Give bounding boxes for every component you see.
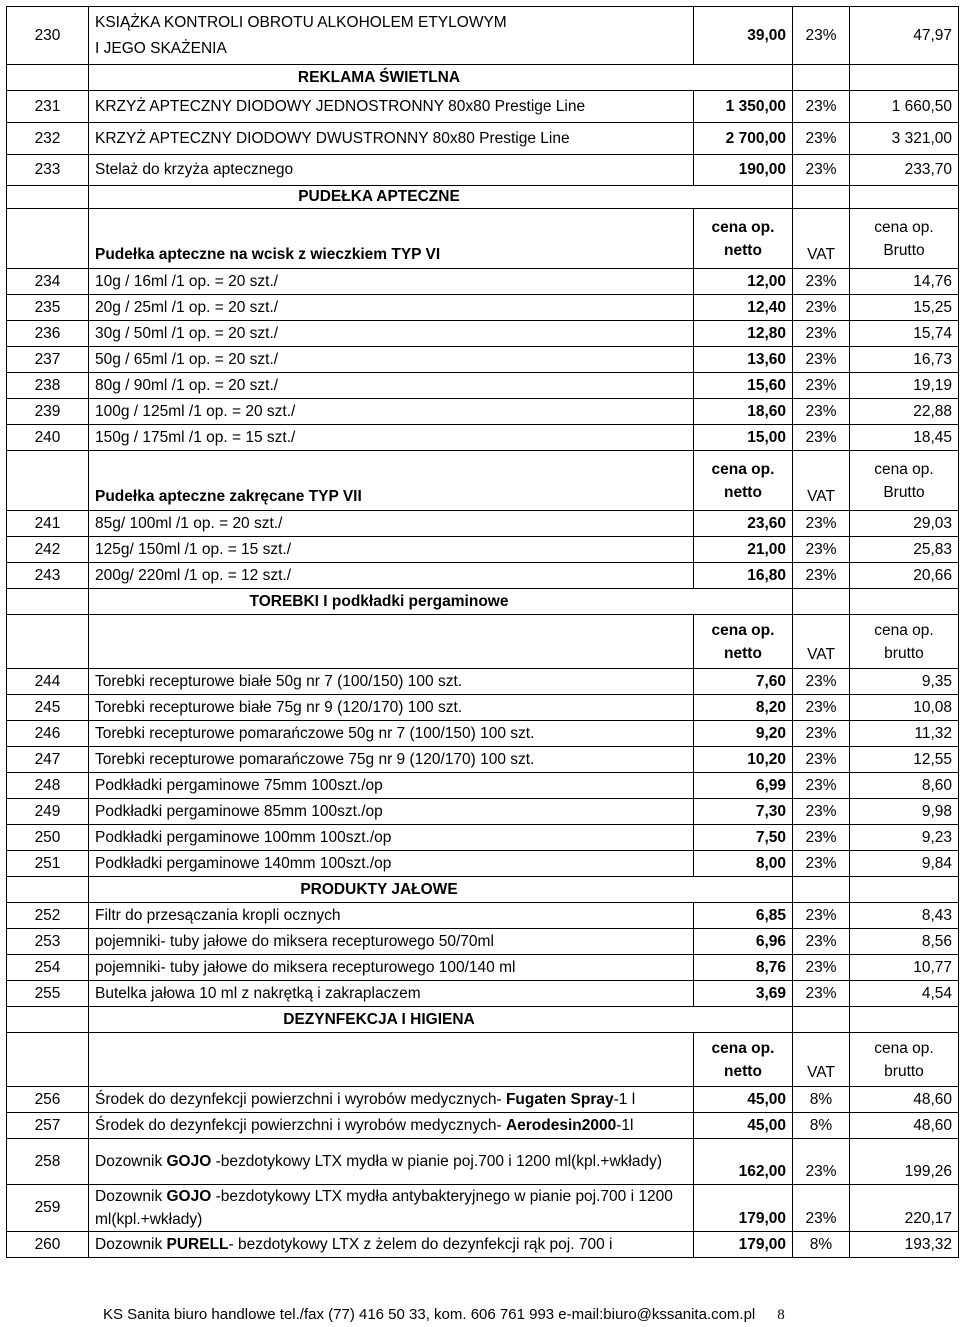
vat-rate: 23% [793,669,850,695]
table-row [7,773,959,799]
item-name: Podkładki pergaminowe 75mm 100szt./op [89,773,694,799]
gross-price: 220,17 [850,1185,959,1232]
net-price: 162,00 [694,1139,793,1185]
item-number: 234 [7,269,89,295]
item-number: 253 [7,929,89,955]
vat-rate: 23% [793,91,850,123]
vat-rate: 23% [793,825,850,851]
item-number: 239 [7,399,89,425]
group-label [89,1033,694,1087]
gross-price: 14,76 [850,269,959,295]
net-price-header: cena op. netto [694,209,793,269]
gross-price: 9,23 [850,825,959,851]
gross-price: 19,19 [850,373,959,399]
item-number: 252 [7,903,89,929]
page-footer [103,1306,785,1324]
gross-price-header: cena op. brutto [850,1033,959,1087]
item-name: Podkładki pergaminowe 85mm 100szt./op [89,799,694,825]
vat-rate: 23% [793,799,850,825]
item-name: 80g / 90ml /1 op. = 20 szt./ [89,373,694,399]
table-row [7,851,959,877]
gross-price: 15,25 [850,295,959,321]
item-name: pojemniki- tuby jałowe do miksera recepturowego 50/70ml [89,929,694,955]
item-name [89,1232,694,1258]
vat-rate: 23% [793,155,850,186]
section-title [89,589,793,615]
section-row [7,877,959,903]
price-list-body [7,7,959,1258]
net-price: 15,60 [694,373,793,399]
section-spacer [850,186,959,209]
gross-price-header: cena op. Brutto [850,451,959,511]
item-name: Torebki recepturowe białe 50g nr 7 (100/150) 100 szt. [89,669,694,695]
item-brand: GOJO [166,1153,212,1170]
vat-rate: 23% [793,7,850,65]
gross-price: 9,35 [850,669,959,695]
net-price: 6,99 [694,773,793,799]
vat-rate: 23% [793,347,850,373]
vat-rate: 23% [793,903,850,929]
vat-rate: 23% [793,511,850,537]
net-price: 190,00 [694,155,793,186]
table-row [7,155,959,186]
section-spacer [793,65,850,91]
item-name: Podkładki pergaminowe 100mm 100szt./op [89,825,694,851]
section-title [89,186,793,209]
section-title-text: REKLAMA ŚWIETLNA [297,68,461,86]
net-price: 179,00 [694,1185,793,1232]
item-number: 250 [7,825,89,851]
vat-rate: 23% [793,851,850,877]
table-row [7,347,959,373]
item-name: 10g / 16ml /1 op. = 20 szt./ [89,269,694,295]
header-spacer [7,1033,89,1087]
gross-price: 12,55 [850,747,959,773]
net-price: 16,80 [694,563,793,589]
table-row [7,425,959,451]
gross-price: 20,66 [850,563,959,589]
net-price: 6,85 [694,903,793,929]
table-row [7,7,959,65]
table-row [7,373,959,399]
table-row [7,1232,959,1258]
item-number: 244 [7,669,89,695]
table-row [7,695,959,721]
item-name: 30g / 50ml /1 op. = 20 szt./ [89,321,694,347]
item-number: 259 [7,1185,89,1232]
gross-price: 199,26 [850,1139,959,1185]
item-name: 50g / 65ml /1 op. = 20 szt./ [89,347,694,373]
gross-price: 4,54 [850,981,959,1007]
item-number: 237 [7,347,89,373]
net-price: 179,00 [694,1232,793,1258]
section-title [89,877,793,903]
gross-price: 18,45 [850,425,959,451]
vat-rate: 23% [793,955,850,981]
section-spacer [7,877,89,903]
section-title-text: PRODUKTY JAŁOWE [300,880,458,898]
item-brand: Aerodesin2000 [505,1116,617,1134]
vat-rate: 23% [793,537,850,563]
item-number: 251 [7,851,89,877]
net-price: 2 700,00 [694,123,793,155]
net-price: 3,69 [694,981,793,1007]
table-row [7,955,959,981]
item-name: Filtr do przesączania kropli ocznych [89,903,694,929]
gross-price: 9,98 [850,799,959,825]
section-spacer [7,65,89,91]
gross-price: 48,60 [850,1087,959,1113]
header-spacer [7,615,89,669]
item-number: 236 [7,321,89,347]
item-name [89,1087,694,1113]
item-name: KSIĄŻKA KONTROLI OBROTU ALKOHOLEM ETYLOWYM I JEGO SKAŻENIA [89,7,694,65]
table-row [7,563,959,589]
vat-rate: 23% [793,1139,850,1185]
item-number: 246 [7,721,89,747]
price-list-table [6,6,959,1258]
section-row [7,1007,959,1033]
item-number: 245 [7,695,89,721]
item-number: 248 [7,773,89,799]
item-brand: PURELL [166,1235,229,1253]
net-price: 12,80 [694,321,793,347]
net-price: 1 350,00 [694,91,793,123]
net-price: 7,60 [694,669,793,695]
gross-price: 10,08 [850,695,959,721]
vat-header: VAT [793,615,850,669]
table-row [7,1185,959,1232]
table-row [7,91,959,123]
vat-rate: 23% [793,981,850,1007]
header-spacer [7,209,89,269]
gross-price: 29,03 [850,511,959,537]
item-number: 238 [7,373,89,399]
gross-price: 16,73 [850,347,959,373]
net-price-header: cena op. netto [694,615,793,669]
net-price: 12,40 [694,295,793,321]
table-row [7,1139,959,1185]
vat-rate: 8% [793,1087,850,1113]
section-spacer [793,589,850,615]
table-row [7,321,959,347]
item-name [89,1139,694,1185]
vat-header: VAT [793,451,850,511]
vat-rate: 23% [793,373,850,399]
item-name-part: - bezdotykowy LTX z żelem do dezynfekcji rąk poj. 700 i [228,1235,613,1253]
item-name-part: -1l [616,1116,634,1134]
vat-rate: 23% [793,269,850,295]
gross-price: 8,56 [850,929,959,955]
table-row [7,903,959,929]
section-spacer [7,186,89,209]
net-price: 7,50 [694,825,793,851]
item-number: 247 [7,747,89,773]
group-label [89,615,694,669]
item-name: Torebki recepturowe pomarańczowe 75g nr 9 (120/170) 100 szt. [89,747,694,773]
table-row [7,799,959,825]
table-row [7,1113,959,1139]
vat-header: VAT [793,209,850,269]
column-header-row [7,1033,959,1087]
item-name-part: -bezdotykowy LTX mydła antybakteryjnego w pianie poj.700 i 1200 ml(kpl.+wkłady) [95,1188,673,1228]
item-number: 258 [7,1139,89,1185]
gross-price: 48,60 [850,1113,959,1139]
section-spacer [7,1007,89,1033]
gross-price: 25,83 [850,537,959,563]
vat-rate: 23% [793,747,850,773]
vat-rate: 23% [793,929,850,955]
item-name-part: Dozownik [95,1235,167,1253]
net-price-header: cena op. netto [694,1033,793,1087]
vat-rate: 23% [793,123,850,155]
section-spacer [850,1007,959,1033]
vat-rate: 23% [793,321,850,347]
item-brand: Fugaten Spray [505,1090,614,1108]
net-price: 12,00 [694,269,793,295]
net-price: 8,20 [694,695,793,721]
group-label: Pudełka apteczne na wcisk z wieczkiem TYP VI [89,209,694,269]
net-price: 21,00 [694,537,793,563]
net-price: 18,60 [694,399,793,425]
section-spacer [793,1007,850,1033]
footer-contact: KS Sanita biuro handlowe tel./fax (77) 416 50 33, kom. 606 761 993 e-mail:biuro@kssanita.com.pl [103,1306,756,1323]
section-row [7,589,959,615]
table-row [7,269,959,295]
vat-rate: 23% [793,695,850,721]
vat-rate: 8% [793,1232,850,1258]
net-price: 9,20 [694,721,793,747]
item-number: 240 [7,425,89,451]
gross-price-header: cena op. brutto [850,615,959,669]
table-row [7,721,959,747]
item-name: Butelka jałowa 10 ml z nakrętką i zakraplaczem [89,981,694,1007]
item-name: 125g/ 150ml /1 op. = 15 szt./ [89,537,694,563]
section-title-text: TOREBKI I podkładki pergaminowe [249,592,509,610]
vat-rate: 23% [793,721,850,747]
item-number: 235 [7,295,89,321]
table-row [7,669,959,695]
section-row [7,65,959,91]
table-row [7,123,959,155]
item-name: 100g / 125ml /1 op. = 20 szt./ [89,399,694,425]
item-name: KRZYŻ APTECZNY DIODOWY DWUSTRONNY 80x80 Prestige Line [89,123,694,155]
table-row [7,825,959,851]
header-spacer [7,451,89,511]
net-price: 7,30 [694,799,793,825]
net-price: 39,00 [694,7,793,65]
section-spacer [7,589,89,615]
section-title-text: PUDEŁKA APTECZNE [298,188,460,205]
table-row [7,981,959,1007]
item-name: 85g/ 100ml /1 op. = 20 szt./ [89,511,694,537]
vat-rate: 23% [793,399,850,425]
section-spacer [793,186,850,209]
net-price: 13,60 [694,347,793,373]
item-number: 241 [7,511,89,537]
table-row [7,929,959,955]
item-number: 257 [7,1113,89,1139]
table-row [7,747,959,773]
gross-price: 8,60 [850,773,959,799]
vat-rate: 23% [793,1185,850,1232]
item-name: pojemniki- tuby jałowe do miksera recepturowego 100/140 ml [89,955,694,981]
gross-price: 193,32 [850,1232,959,1258]
item-number: 230 [7,7,89,65]
section-spacer [850,877,959,903]
vat-rate: 8% [793,1113,850,1139]
gross-price: 10,77 [850,955,959,981]
item-name: 20g / 25ml /1 op. = 20 szt./ [89,295,694,321]
net-price: 45,00 [694,1113,793,1139]
section-row [7,186,959,209]
item-number: 249 [7,799,89,825]
item-name-part: -1 l [613,1090,636,1108]
item-name: Torebki recepturowe pomarańczowe 50g nr 7 (100/150) 100 szt. [89,721,694,747]
net-price: 10,20 [694,747,793,773]
item-brand: GOJO [166,1188,212,1205]
table-row [7,537,959,563]
column-header-row [7,209,959,269]
item-number: 231 [7,91,89,123]
item-name-part: -bezdotykowy LTX mydła w pianie poj.700 i 1200 ml(kpl.+wkłady) [211,1153,663,1170]
section-spacer [850,65,959,91]
vat-header: VAT [793,1033,850,1087]
item-name: KRZYŻ APTECZNY DIODOWY JEDNOSTRONNY 80x80 Prestige Line [89,91,694,123]
item-number: 233 [7,155,89,186]
gross-price: 3 321,00 [850,123,959,155]
gross-price: 15,74 [850,321,959,347]
net-price: 8,00 [694,851,793,877]
net-price: 45,00 [694,1087,793,1113]
vat-rate: 23% [793,295,850,321]
section-spacer [793,877,850,903]
item-number: 254 [7,955,89,981]
vat-rate: 23% [793,563,850,589]
item-name [89,1185,694,1232]
item-number: 243 [7,563,89,589]
gross-price: 233,70 [850,155,959,186]
page-number: 8 [777,1307,785,1323]
item-number: 256 [7,1087,89,1113]
vat-rate: 23% [793,425,850,451]
gross-price: 22,88 [850,399,959,425]
gross-price: 47,97 [850,7,959,65]
gross-price: 9,84 [850,851,959,877]
table-row [7,1087,959,1113]
item-number: 242 [7,537,89,563]
table-row [7,295,959,321]
item-name-part: Środek do dezynfekcji powierzchni i wyrobów medycznych- [95,1090,506,1108]
net-price: 6,96 [694,929,793,955]
net-price: 23,60 [694,511,793,537]
column-header-row [7,615,959,669]
item-number: 260 [7,1232,89,1258]
item-name: 150g / 175ml /1 op. = 15 szt./ [89,425,694,451]
section-title-text: DEZYNFEKCJA I HIGIENA [283,1010,475,1028]
item-name: Stelaż do krzyża aptecznego [89,155,694,186]
gross-price: 11,32 [850,721,959,747]
item-name-part: Dozownik [95,1188,167,1205]
gross-price-header: cena op. Brutto [850,209,959,269]
net-price: 8,76 [694,955,793,981]
section-spacer [850,589,959,615]
group-label: Pudełka apteczne zakręcane TYP VII [89,451,694,511]
table-row [7,399,959,425]
item-name-part: Środek do dezynfekcji powierzchni i wyrobów medycznych- [95,1116,506,1134]
column-header-row [7,451,959,511]
item-name: 200g/ 220ml /1 op. = 12 szt./ [89,563,694,589]
item-number: 255 [7,981,89,1007]
vat-rate: 23% [793,773,850,799]
item-name: Podkładki pergaminowe 140mm 100szt./op [89,851,694,877]
item-name [89,1113,694,1139]
table-row [7,511,959,537]
item-number: 232 [7,123,89,155]
section-title [89,65,793,91]
net-price: 15,00 [694,425,793,451]
gross-price: 8,43 [850,903,959,929]
gross-price: 1 660,50 [850,91,959,123]
section-title [89,1007,793,1033]
item-name: Torebki recepturowe białe 75g nr 9 (120/170) 100 szt. [89,695,694,721]
net-price-header: cena op. netto [694,451,793,511]
item-name-part: Dozownik [95,1153,167,1170]
